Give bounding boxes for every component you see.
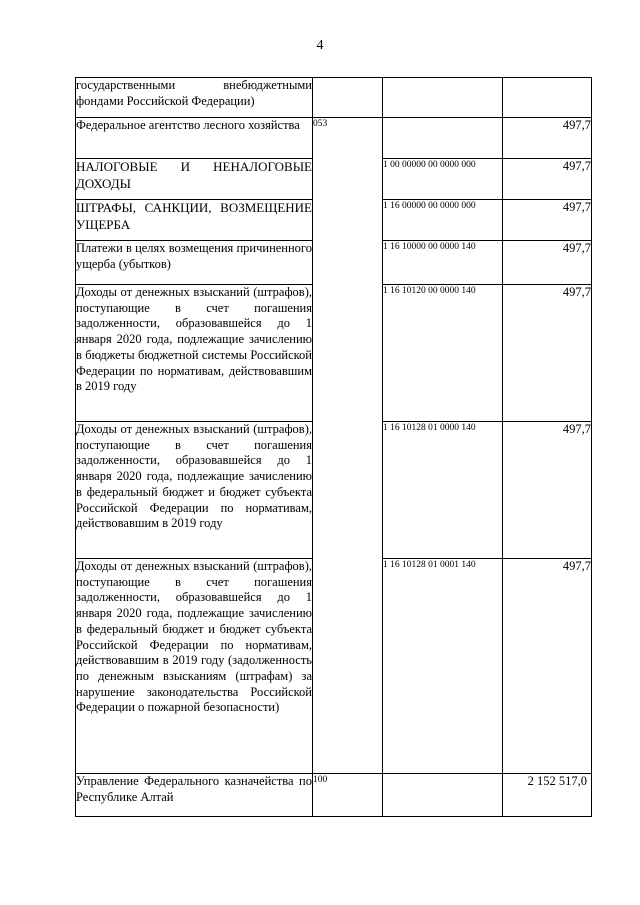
page-number: 4 xyxy=(316,38,324,53)
revenue-code-cell: 1 16 00000 00 0000 000 xyxy=(383,200,503,241)
admin-code-cell xyxy=(313,78,383,118)
revenue-name-cell: ШТРАФЫ, САНКЦИИ, ВОЗМЕЩЕНИЕ УЩЕРБА xyxy=(76,200,313,241)
admin-code-cell xyxy=(313,285,383,422)
amount-cell xyxy=(503,78,592,118)
revenue-name-cell: Доходы от денежных взысканий (штрафов), поступающие в счет погашения задолженности, образовавшейся до 1 января 2020 года, подлежащие зачислению в федеральный бюджет и бюджет субъекта Российской Федерации по нормативам, действовавшим в 2019 году xyxy=(76,422,313,559)
revenue-code-cell xyxy=(383,774,503,817)
revenue-code-cell xyxy=(383,78,503,118)
revenue-name-cell: Доходы от денежных взысканий (штрафов), поступающие в счет погашения задолженности, образовавшейся до 1 января 2020 года, подлежащие зачислению в федеральный бюджет и бюджет субъекта Российской Федерации по нормативам, действовавшим в 2019 году (задолженность по денежным взысканиям (штрафам) за нарушение законодательства Российской Федерации о пожарной безопасности) xyxy=(76,559,313,774)
revenue-code-cell: 1 16 10120 00 0000 140 xyxy=(383,285,503,422)
admin-code-cell xyxy=(313,200,383,241)
revenue-name-cell: Управление Федерального казначейства по Республике Алтай xyxy=(76,774,313,817)
table-row xyxy=(76,422,592,559)
amount-cell: 497,7 xyxy=(503,422,592,559)
table-row xyxy=(76,200,592,241)
revenue-name-cell: НАЛОГОВЫЕ И НЕНАЛОГОВЫЕ ДОХОДЫ xyxy=(76,159,313,200)
amount-cell: 497,7 xyxy=(503,285,592,422)
table-row xyxy=(76,774,592,817)
admin-code-cell xyxy=(313,159,383,200)
amount-cell: 497,7 xyxy=(503,200,592,241)
table-row xyxy=(76,241,592,285)
admin-code-cell: 100 xyxy=(313,774,383,817)
revenue-name-cell: Доходы от денежных взысканий (штрафов), поступающие в счет погашения задолженности, образовавшейся до 1 января 2020 года, подлежащие зачислению в бюджеты бюджетной системы Российской Федерации по нормативам, действовавшим в 2019 году xyxy=(76,285,313,422)
revenue-code-cell: 1 00 00000 00 0000 000 xyxy=(383,159,503,200)
admin-code-cell xyxy=(313,559,383,774)
revenue-code-cell xyxy=(383,118,503,159)
revenue-code-cell: 1 16 10128 01 0001 140 xyxy=(383,559,503,774)
admin-code-cell xyxy=(313,422,383,559)
revenue-code-cell: 1 16 10128 01 0000 140 xyxy=(383,422,503,559)
admin-code-cell xyxy=(313,241,383,285)
amount-cell: 497,7 xyxy=(503,159,592,200)
admin-code-cell: 053 xyxy=(313,118,383,159)
table-row xyxy=(76,159,592,200)
revenue-name-cell: государственными внебюджетными фондами Российской Федерации) xyxy=(76,78,313,118)
revenue-name-cell: Федеральное агентство лесного хозяйства xyxy=(76,118,313,159)
table-row xyxy=(76,285,592,422)
revenue-table xyxy=(75,77,592,817)
amount-cell: 497,7 xyxy=(503,241,592,285)
amount-cell: 497,7 xyxy=(503,118,592,159)
amount-cell: 2 152 517,0 xyxy=(503,774,592,817)
table-row xyxy=(76,118,592,159)
revenue-code-cell: 1 16 10000 00 0000 140 xyxy=(383,241,503,285)
table-row xyxy=(76,559,592,774)
amount-cell: 497,7 xyxy=(503,559,592,774)
revenue-name-cell: Платежи в целях возмещения причиненного ущерба (убытков) xyxy=(76,241,313,285)
table-row xyxy=(76,78,592,118)
